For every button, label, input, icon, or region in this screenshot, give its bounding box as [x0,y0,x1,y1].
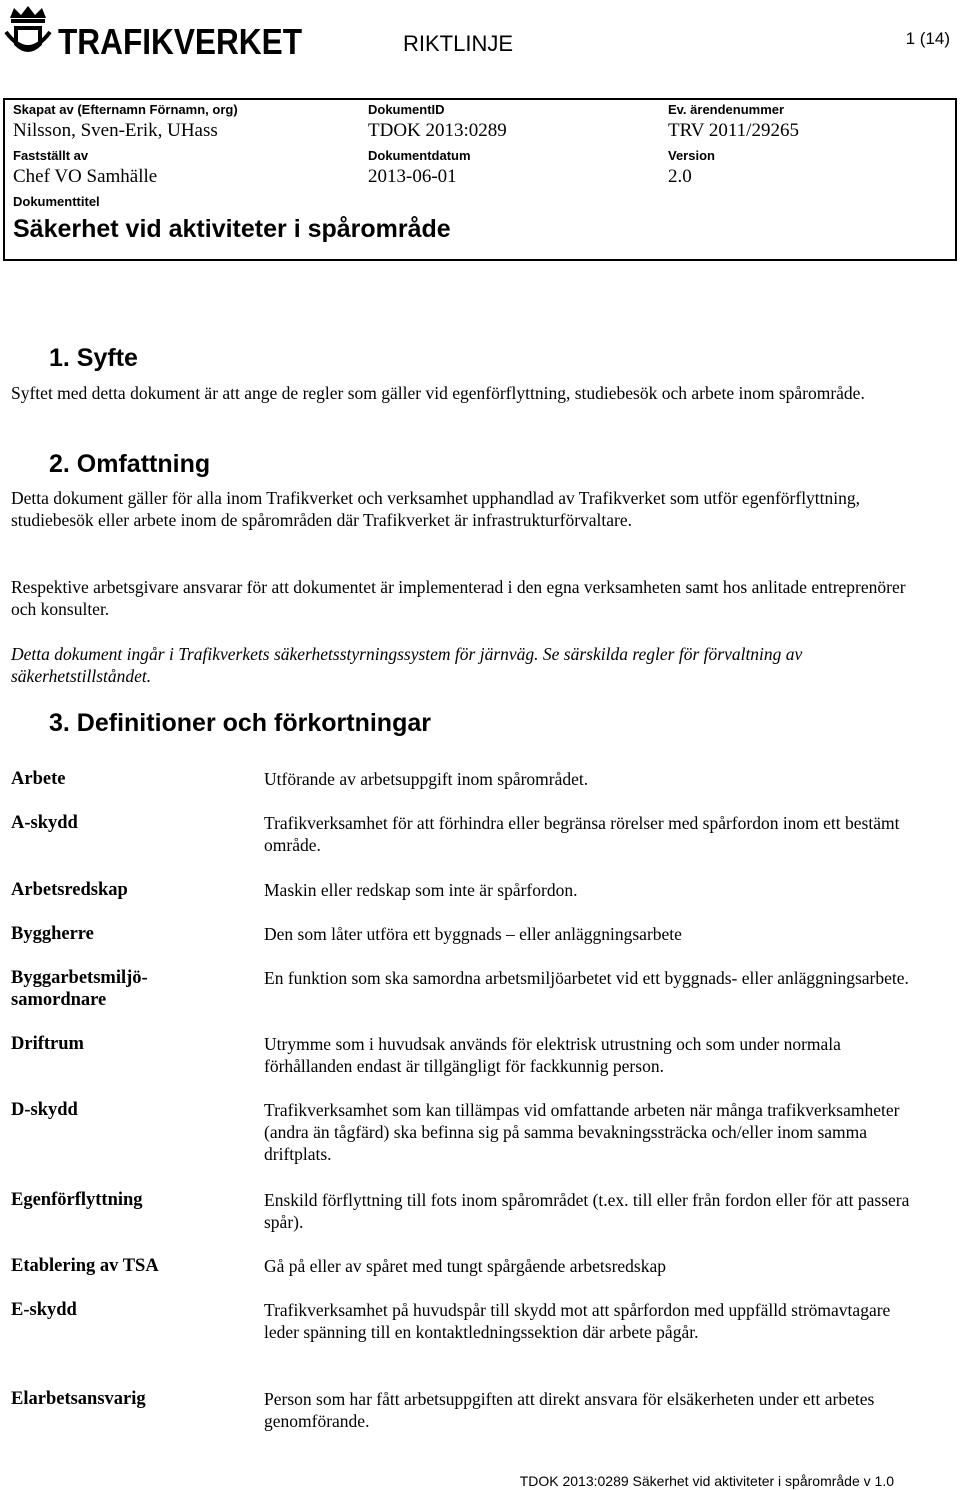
date-cell [368,148,471,188]
document-type: RIKTLINJE [403,31,514,56]
section-3-heading: 3. Definitioner och förkortningar [49,709,431,737]
definition-term: Byggarbetsmiljö-samordnare [11,968,148,1010]
definition-description: Trafikverksamhet som kan tillämpas vid omfattande arbeten när många trafikverksamheter (andra än tågfärd) ska befinna sig på samma bevakningssträcka och/eller inom samma driftplats. [264,1100,900,1164]
docid-value: TDOK 2013:0289 [368,120,507,141]
definition-term: Egenförflyttning [11,1190,143,1210]
definition-term: Arbete [11,769,66,789]
case-cell [668,102,799,142]
case-value: TRV 2011/29265 [668,120,799,141]
docid-label: DokumentID [368,102,445,117]
docid-cell [368,102,507,142]
definition-description: Maskin eller redskap som inte är spårfordon. [264,880,578,900]
page-footer: TDOK 2013:0289 Säkerhet vid aktiviteter i spårområde v 1.0 [519,1473,894,1489]
section-2-heading: 2. Omfattning [49,450,211,478]
definition-description: Gå på eller av spåret med tungt spårgående arbetsredskap [264,1256,667,1276]
title-label: Dokumenttitel [13,194,100,209]
author-label: Skapat av (Efternamn Förnamn, org) [13,102,238,117]
section-2-paragraph-1: Detta dokument gäller för alla inom Trafikverket och verksamhet upphandlad av Trafikverket som utför egenförflyttning, studiebesök eller arbete inom de spårområden där Trafikverket är infrastrukturförvaltare. [11,488,861,530]
definition-term: A-skydd [11,813,78,833]
definition-description: Enskild förflyttning till fots inom spårområdet (t.ex. till eller från fordon eller för att passera spår). [264,1190,910,1232]
definition-term: E-skydd [11,1300,77,1320]
approved-label: Fastställt av [13,148,89,163]
definition-description: Den som låter utföra ett byggnads – eller anläggningsarbete [264,924,682,944]
section-1-text: Syftet med detta dokument är att ange de regler som gäller vid egenförflyttning, studiebesök och arbete inom spårområde. [11,383,865,403]
section-2-paragraph-3: Detta dokument ingår i Trafikverkets säkerhetsstyrningssystem för järnväg. Se särskilda regler för förvaltning av säkerhetstillståndet. [11,644,803,686]
definition-description: Trafikverksamhet för att förhindra eller begränsa rörelser med spårfordon inom ett bestämt område. [264,813,900,855]
definition-term: Byggherre [11,924,94,944]
definition-term: D-skydd [11,1100,78,1120]
trafikverket-logo [4,4,304,64]
title-cell [13,194,451,244]
approved-value: Chef VO Samhälle [13,166,158,187]
definition-description: Trafikverksamhet på huvudspår till skydd mot att spårfordon med uppfälld strömavtagare leder spänning till en kontaktledningssektion där arbete pågår. [264,1300,891,1342]
crown-emblem-icon [6,6,50,50]
definition-term: Driftrum [11,1034,84,1054]
logo-wordmark: TRAFIKVERKET [58,21,303,62]
author-cell [13,102,238,142]
page-number: 1 (14) [905,29,950,48]
definition-description: Utförande av arbetsuppgift inom spårområdet. [264,769,589,789]
date-value: 2013-06-01 [368,166,457,187]
definition-description: En funktion som ska samordna arbetsmiljöarbetet vid ett byggnads- eller anläggningsarbete. [264,968,909,988]
definition-description: Utrymme som i huvudsak används för elektrisk utrustning och som under normala förhållanden endast är tillgängligt för fackkunnig person. [264,1034,841,1076]
definition-term: Elarbetsansvarig [11,1389,146,1409]
definition-term: Arbetsredskap [11,880,128,900]
version-cell [668,148,715,188]
approved-cell [13,148,157,188]
section-2-paragraph-2: Respektive arbetsgivare ansvarar för att dokumentet är implementerad i den egna verksamheten samt hos anlitade entreprenörer och konsulter. [11,577,906,619]
document-title: Säkerhet vid aktiviteter i spårområde [13,215,451,243]
author-value: Nilsson, Sven-Erik, UHass [13,120,218,141]
case-label: Ev. ärendenummer [668,102,785,117]
metadata-box [3,98,957,261]
version-value: 2.0 [668,166,692,187]
date-label: Dokumentdatum [368,148,471,163]
definition-term: Etablering av TSA [11,1256,159,1276]
section-1-heading: 1. Syfte [49,344,138,372]
definition-description: Person som har fått arbetsuppgiften att direkt ansvara för elsäkerheten under ett arbetes genomförande. [264,1389,875,1431]
version-label: Version [668,148,715,163]
